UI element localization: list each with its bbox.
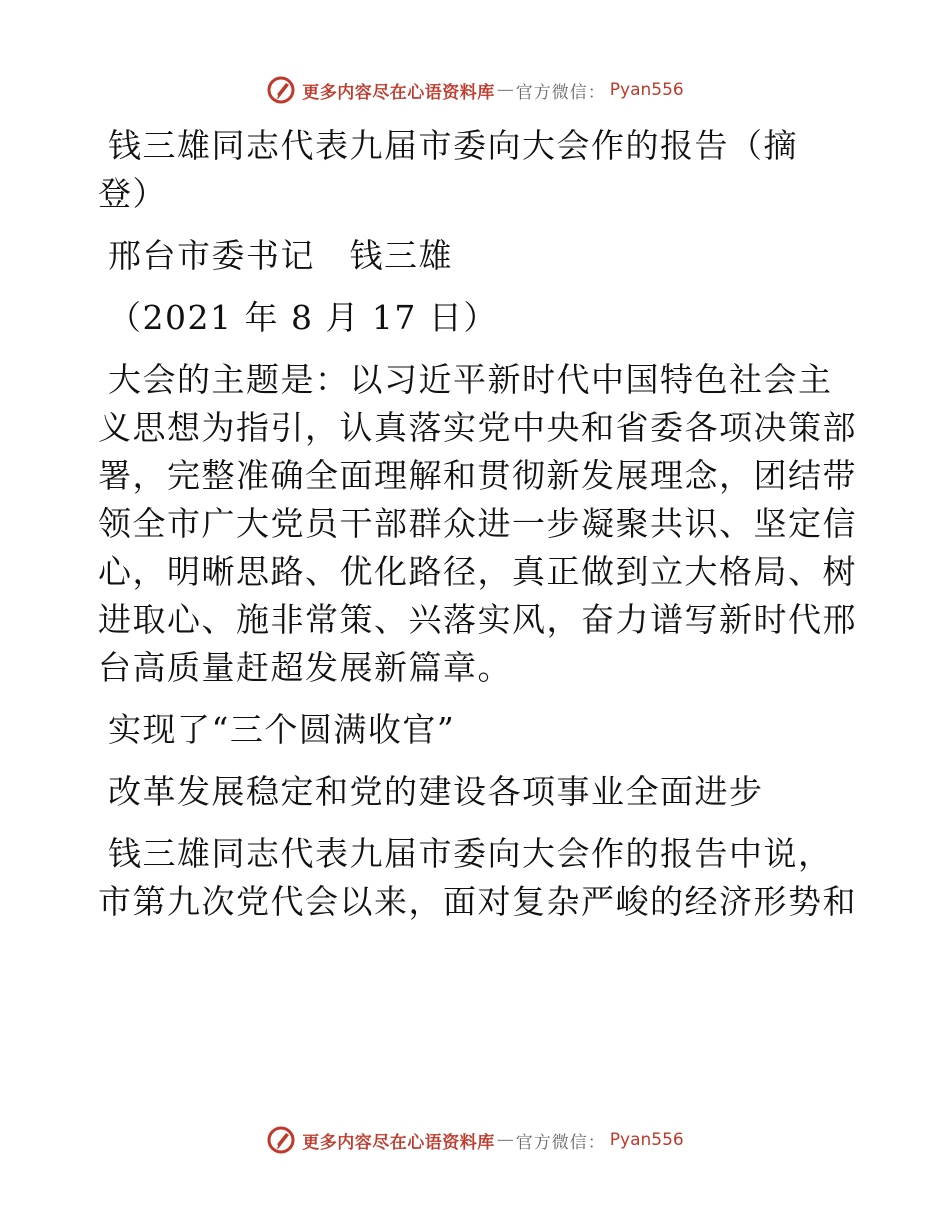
title-line: 登） — [98, 174, 167, 213]
heading-text: 实现了“三个圆满收官” — [108, 710, 456, 749]
watermark-main-text: 更多内容尽在心语资料库 — [302, 1132, 495, 1153]
watermark-wechat-id: Pyan556 — [609, 80, 684, 100]
author-line — [98, 232, 858, 280]
paragraph-report — [98, 830, 858, 926]
watermark-main-text: 更多内容尽在心语资料库 — [302, 82, 495, 103]
header-watermark — [0, 72, 950, 108]
footer-watermark — [0, 1122, 950, 1158]
title-line: 钱三雄同志代表九届市委向大会作的报告（摘 — [108, 126, 798, 165]
paragraph-theme — [98, 356, 858, 692]
document-title — [98, 122, 858, 218]
watermark-dash: — — [496, 1130, 514, 1150]
date-text: （2021 年 8 月 17 日） — [108, 298, 498, 337]
watermark-dash: — — [496, 80, 514, 100]
watermark-wechat-label: 官方微信： — [515, 82, 606, 103]
author-text: 邢台市委书记 钱三雄 — [108, 236, 453, 275]
watermark-wechat-label: 官方微信： — [515, 1132, 606, 1153]
quill-logo-icon — [266, 1125, 296, 1155]
paragraph-line: 署，完整准确全面理解和贯彻新发展理念，团结带 — [98, 456, 857, 495]
paragraph-line: 台高质量赶超发展新篇章。 — [98, 648, 512, 687]
section-heading-1 — [98, 706, 858, 754]
heading-text: 改革发展稳定和党的建设各项事业全面进步 — [108, 772, 764, 811]
paragraph-line: 领全市广大党员干部群众进一步凝聚共识、坚定信 — [98, 504, 857, 543]
paragraph-line: 进取心、施非常策、兴落实风，奋力谱写新时代邢 — [98, 600, 857, 639]
document-body — [98, 122, 858, 940]
paragraph-line: 大会的主题是：以习近平新时代中国特色社会主 — [108, 360, 833, 399]
paragraph-line: 钱三雄同志代表九届市委向大会作的报告中说， — [108, 834, 833, 873]
section-heading-2 — [98, 768, 858, 816]
quill-logo-icon — [266, 75, 296, 105]
watermark-wechat-id: Pyan556 — [609, 1130, 684, 1150]
paragraph-line: 义思想为指引，认真落实党中央和省委各项决策部 — [98, 408, 857, 447]
date-line — [98, 294, 858, 342]
paragraph-line: 市第九次党代会以来，面对复杂严峻的经济形势和 — [98, 882, 857, 921]
paragraph-line: 心，明晰思路、优化路径，真正做到立大格局、树 — [98, 552, 857, 591]
